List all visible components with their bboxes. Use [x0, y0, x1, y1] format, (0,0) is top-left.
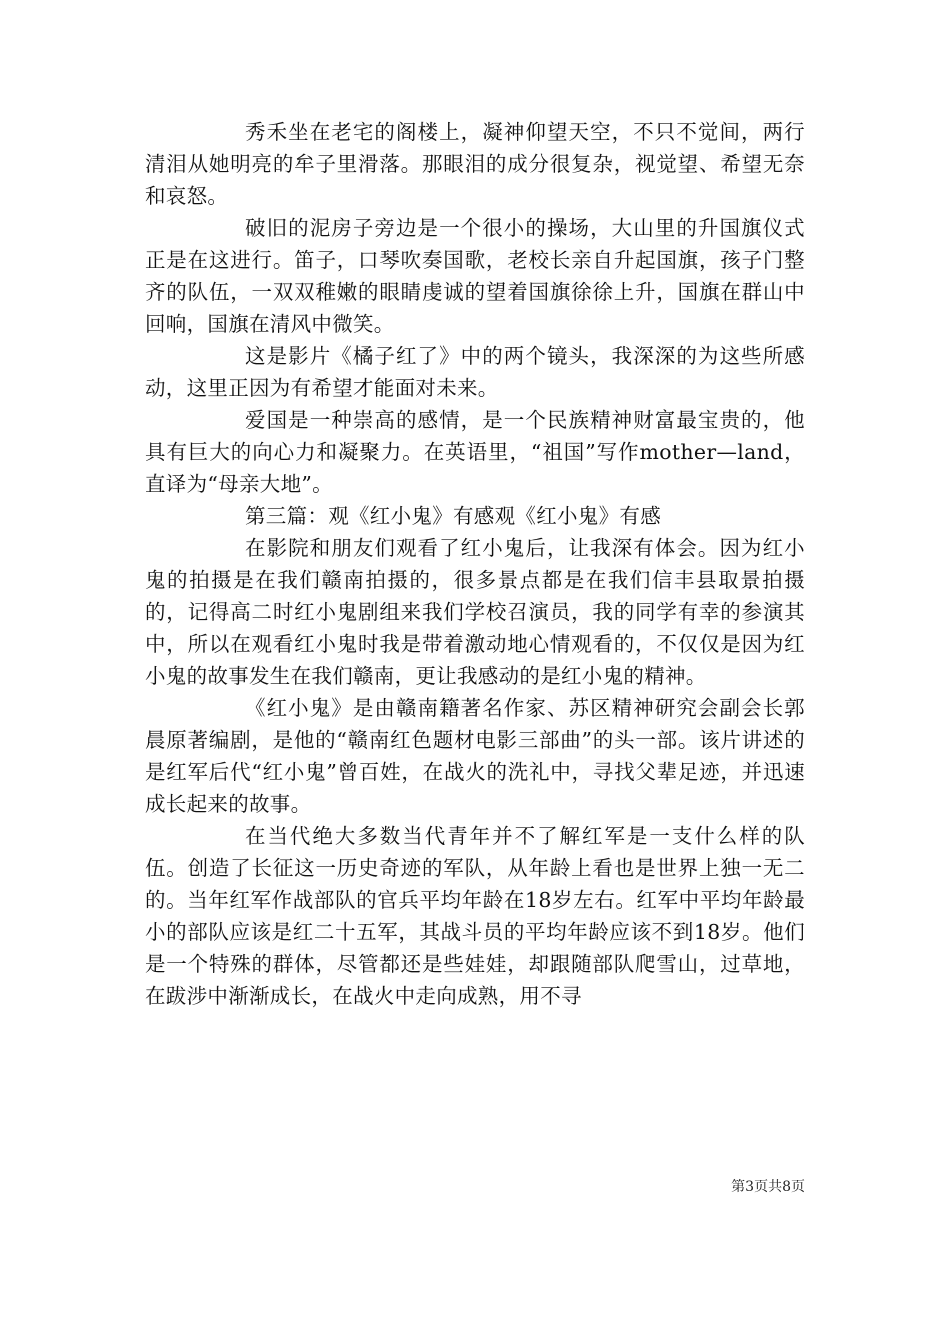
paragraph-4: 爱国是一种崇高的感情，是一个民族精神财富最宝贵的，他具有巨大的向心力和凝聚力。在英语里，“祖国”写作mother—land，直译为“母亲大地”。	[145, 408, 805, 496]
paragraph-3: 这是影片《橘子红了》中的两个镜头，我深深的为这些所感动，这里正因为有希望才能面对未来。	[145, 344, 805, 400]
paragraph-5: 在影院和朋友们观看了红小鬼后，让我深有体会。因为红小鬼的拍摄是在我们赣南拍摄的，很多景点都是在我们信丰县取景拍摄的，记得高二时红小鬼剧组来我们学校召演员，我的同学有幸的参演其中，所以在观看红小鬼时我是带着激动地心情观看的，不仅仅是因为红小鬼的故事发生在我们赣南，更让我感动的是红小鬼的精神。	[145, 536, 805, 688]
document-body	[145, 116, 805, 1012]
paragraph-6: 《红小鬼》是由赣南籍著名作家、苏区精神研究会副会长郭晨原著编剧，是他的“赣南红色题材电影三部曲”的头一部。该片讲述的是红军后代“红小鬼”曾百姓，在战火的洗礼中，寻找父辈足迹，并迅速成长起来的故事。	[145, 696, 805, 816]
paragraph-1: 秀禾坐在老宅的阁楼上，凝神仰望天空，不只不觉间，两行清泪从她明亮的牟子里滑落。那眼泪的成分很复杂，视觉望、希望无奈和哀怒。	[145, 120, 805, 208]
paragraph-7: 在当代绝大多数当代青年并不了解红军是一支什么样的队伍。创造了长征这一历史奇迹的军队，从年龄上看也是世界上独一无二的。当年红军作战部队的官兵平均年龄在18岁左右。红军中平均年龄最小的部队应该是红二十五军，其战斗员的平均年龄应该不到18岁。他们是一个特殊的群体，尽管都还是些娃娃，却跟随部队爬雪山，过草地，在跋涉中渐渐成长，在战火中走向成熟，用不寻	[145, 824, 805, 1008]
page-number: 第3页共8页	[731, 1179, 805, 1195]
section-heading: 第三篇：观《红小鬼》有感观《红小鬼》有感	[245, 504, 661, 528]
paragraph-2: 破旧的泥房子旁边是一个很小的操场，大山里的升国旗仪式正是在这进行。笛子，口琴吹奏国歌，老校长亲自升起国旗，孩子门整齐的队伍，一双双稚嫩的眼睛虔诚的望着国旗徐徐上升，国旗在群山中回响，国旗在清风中微笑。	[145, 216, 805, 336]
